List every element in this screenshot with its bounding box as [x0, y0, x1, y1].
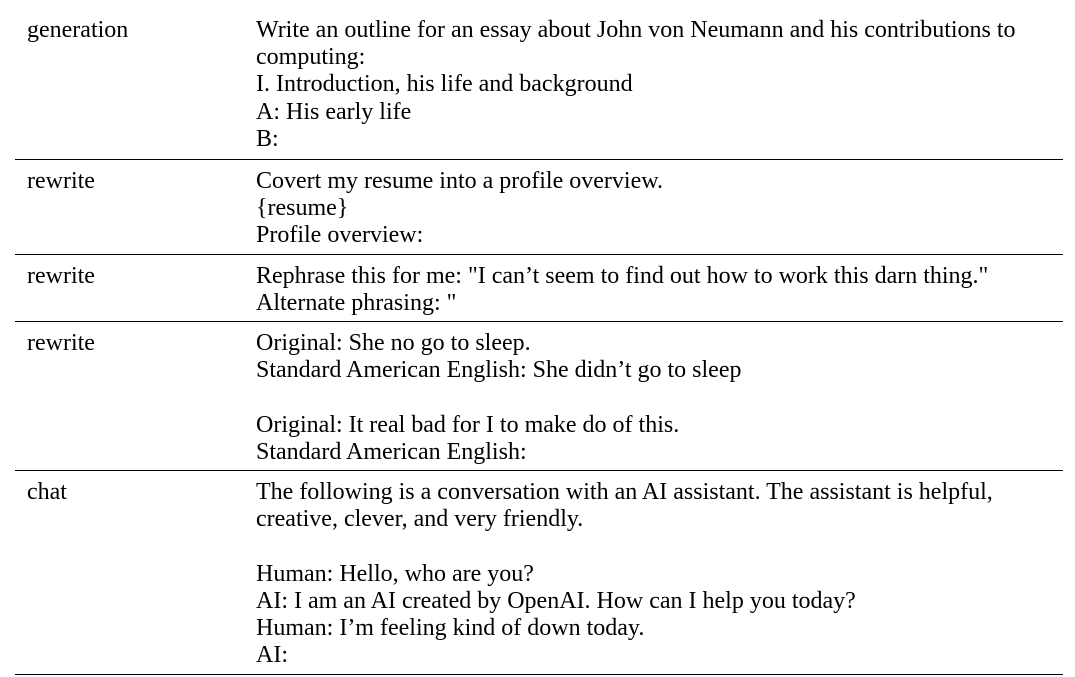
prompt-line: AI: I am an AI created by OpenAI. How can I help you today? [256, 587, 856, 614]
prompt-line [256, 533, 1063, 560]
prompt-line: {resume} [256, 195, 349, 222]
prompt-examples-table [15, 9, 1063, 675]
table-row [15, 160, 1063, 255]
prompt-line: computing: [256, 44, 366, 71]
prompt-line: The following is a conversation with an AI assistant. The assistant is helpful, [256, 479, 993, 505]
category-cell: rewrite [27, 330, 95, 356]
prompt-cell [256, 17, 1063, 153]
table-row [15, 471, 1063, 675]
prompt-line: Human: Hello, who are you? [256, 560, 534, 587]
prompt-line: A: His early life [256, 98, 412, 125]
prompt-line: Rephrase this for me: "I can’t seem to find out how to work this darn thing." [256, 263, 989, 289]
prompt-line: Original: It real bad for I to make do of this. [256, 411, 680, 438]
prompt-line: AI: [256, 642, 288, 669]
prompt-line: Original: She no go to sleep. [256, 330, 531, 356]
prompt-line: Alternate phrasing: " [256, 290, 457, 317]
prompt-cell [256, 479, 1063, 669]
prompt-line: Human: I’m feeling kind of down today. [256, 614, 645, 641]
prompt-line: Covert my resume into a profile overview. [256, 168, 663, 194]
prompt-cell [256, 263, 1063, 317]
prompt-line: Standard American English: She didn’t go to sleep [256, 357, 742, 384]
category-cell: chat [27, 479, 67, 505]
prompt-line: Profile overview: [256, 222, 424, 249]
category-cell: generation [27, 17, 129, 43]
prompt-line: Write an outline for an essay about John von Neumann and his contributions to [256, 17, 1016, 43]
prompt-line: Standard American English: [256, 438, 527, 465]
category-cell: rewrite [27, 263, 95, 289]
prompt-cell [256, 168, 1063, 250]
prompt-line [256, 384, 1063, 411]
prompt-cell [256, 330, 1063, 466]
prompt-line: I. Introduction, his life and background [256, 71, 633, 98]
prompt-line: B: [256, 125, 279, 152]
table-row [15, 322, 1063, 471]
category-cell: rewrite [27, 168, 95, 194]
prompt-line: creative, clever, and very friendly. [256, 506, 584, 533]
table-row [15, 9, 1063, 160]
table-row [15, 255, 1063, 322]
